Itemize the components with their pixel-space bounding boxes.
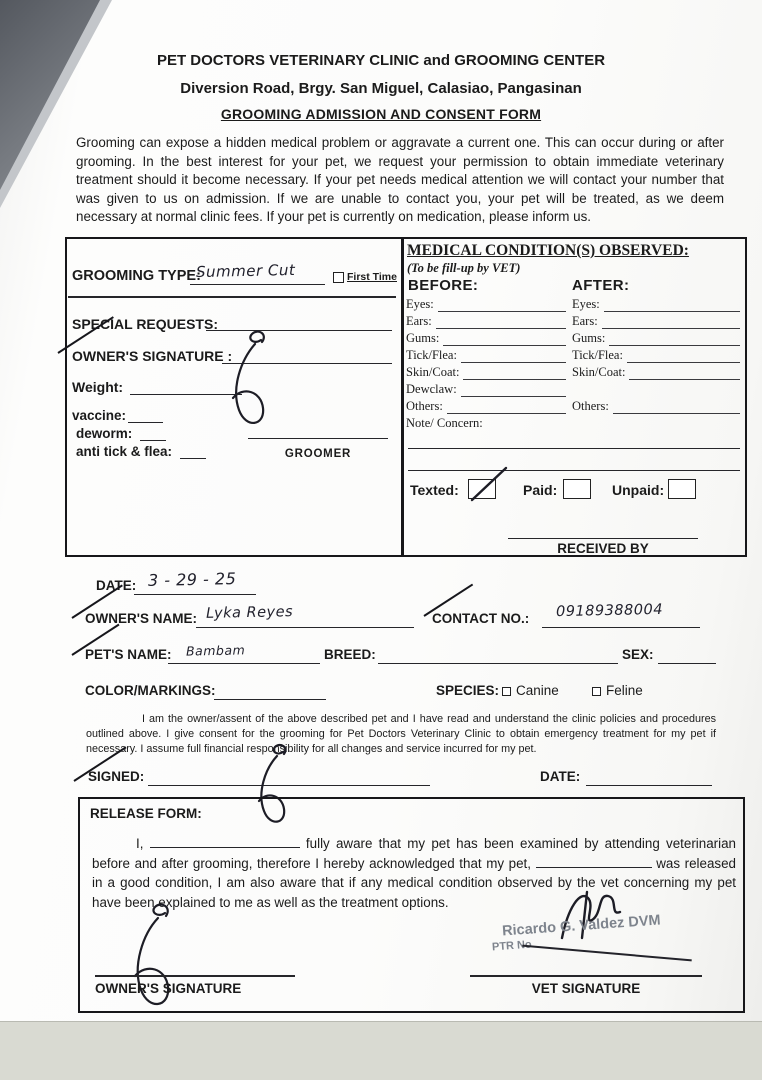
anti-tick-flea-label: anti tick & flea: (76, 444, 173, 459)
paid-checkbox[interactable] (563, 479, 591, 499)
after-tickflea-row: Tick/Flea: (572, 348, 740, 363)
signed-label: SIGNED: (88, 769, 145, 784)
before-eyes-row: Eyes: (406, 297, 566, 312)
release-form-title: RELEASE FORM: (90, 806, 202, 821)
color-markings-label: COLOR/MARKINGS: (85, 683, 216, 698)
texted-label: Texted: (410, 482, 459, 498)
sex-label: SEX: (622, 647, 654, 662)
first-time-label: First Time (347, 271, 397, 283)
species-feline-label: Feline (606, 683, 643, 698)
before-label: BEFORE: (408, 277, 479, 294)
release-pet-blank (536, 855, 652, 868)
clinic-name: PET DOCTORS VETERINARY CLINIC and GROOMING CENTER (156, 52, 606, 69)
owner-release-signature-mark (120, 900, 190, 1020)
vaccine-label: vaccine: (72, 408, 127, 423)
before-ears-row: Ears: (406, 314, 566, 329)
species-label: SPECIES: (436, 683, 500, 698)
deworm-label: deworm: (76, 426, 133, 441)
before-gums-row: Gums: (406, 331, 566, 346)
medical-subtitle: (To be fill-up by VET) (407, 261, 521, 275)
species-feline-checkbox[interactable] (592, 687, 601, 696)
release-paragraph: I, fully aware that my pet has been examined by attending veterinarian before and after grooming, therefore I hereby acknowledged that my pet, was released in a good condition, I am also aware that if any medical condition observed by the vet concerning my pet have been explained to me as well as the treatment options. (92, 836, 736, 910)
signed-date-label: DATE: (540, 769, 581, 784)
release-name-blank (150, 835, 300, 848)
after-eyes-row: Eyes: (572, 297, 740, 312)
texted-checkmark (464, 464, 512, 504)
paid-label: Paid: (523, 482, 558, 498)
owner-signature-mark (222, 328, 284, 446)
unpaid-checkbox[interactable] (668, 479, 696, 499)
species-canine-checkbox[interactable] (502, 687, 511, 696)
owner-name-value: Lyka Reyes (205, 604, 294, 622)
after-ears-row: Ears: (572, 314, 740, 329)
before-others-row: Others: (406, 399, 566, 414)
species-canine-label: Canine (516, 683, 559, 698)
owner-name-label: OWNER'S NAME: (85, 611, 197, 626)
first-time-checkbox[interactable] (333, 272, 344, 283)
pet-name-value: Bambam (185, 642, 246, 659)
before-tickflea-row: Tick/Flea: (406, 348, 566, 363)
after-skincoat-row: Skin/Coat: (572, 365, 740, 380)
vet-stamp-name: Ricardo G. Valdez DVM (501, 912, 662, 940)
form-title: GROOMING ADMISSION AND CONSENT FORM (220, 106, 542, 122)
pet-name-label: PET'S NAME: (85, 647, 172, 662)
clinic-address: Diversion Road, Brgy. San Miguel, Calasiao, Pangasinan (180, 80, 582, 97)
before-skincoat-row: Skin/Coat: (406, 365, 566, 380)
groomer-label: GROOMER (284, 448, 352, 460)
release-vet-signature-label: VET SIGNATURE (531, 981, 641, 996)
intro-paragraph: Grooming can expose a hidden medical problem or aggravate a current one. This can occur during or after grooming. In the best interest for your pet, we request your permission to obtain immediate veterinary treatment should it become necessary. If your pet needs medical attention we will contact your number that was given to us on admission. If we are unable to contact you, your pet will be treated, as we deem necessary at normal clinic fees. If your pet is currently on medication, please inform us. (76, 135, 724, 225)
scan-bottom-band (0, 1021, 762, 1080)
after-gums-row: Gums: (572, 331, 740, 346)
after-others-row: Others: (572, 399, 740, 414)
date-value: 3 - 29 - 25 (147, 569, 237, 590)
note-concern-label: Note/ Concern: (406, 416, 483, 430)
contact-no-label: CONTACT NO.: (432, 611, 530, 626)
date-label: DATE: (96, 578, 137, 593)
contact-no-value: 09189388004 (555, 601, 664, 621)
grooming-type-label: GROOMING TYPE: (72, 268, 201, 284)
consent-paragraph: I am the owner/assent of the above described pet and I have read and understand the clinic policies and procedures outlined above. I give consent for the grooming for Pet Doctors Veterinary Clinic to obtain emergency treatment for my pet if necessary. I assume full financial responsibility for all changes and service incurred for my pet. (86, 713, 716, 755)
breed-label: BREED: (324, 647, 376, 662)
release-owner-signature-label: OWNER'S SIGNATURE (95, 981, 242, 996)
special-requests-label: SPECIAL REQUESTS: (72, 316, 218, 332)
medical-title: MEDICAL CONDITION(S) OBSERVED: (407, 242, 689, 259)
weight-label: Weight: (72, 379, 124, 395)
unpaid-label: Unpaid: (612, 482, 665, 498)
after-label: AFTER: (572, 277, 630, 294)
dewclaw-row: Dewclaw: (406, 382, 566, 397)
vet-stamp-ptr: PTR No (491, 938, 533, 954)
grooming-type-value: Summer Cut (195, 260, 296, 282)
received-by-label: RECEIVED BY (557, 541, 649, 556)
owner-signature-field-label: OWNER'S SIGNATURE : (72, 348, 233, 364)
